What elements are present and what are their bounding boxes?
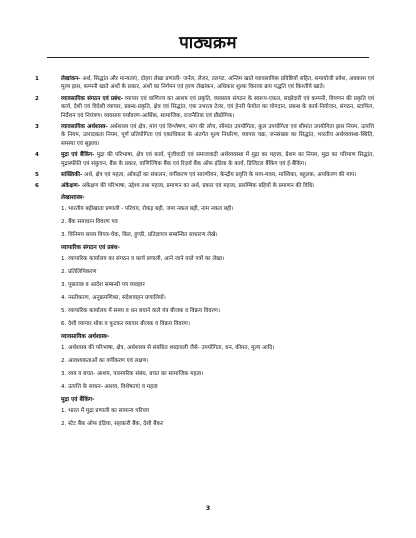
topic-item	[0, 123, 416, 148]
section-item: 3. व्यय व बचत- आशय, पारस्परिक संबंध, बचत का सामाजिक महत्व।	[61, 370, 204, 377]
page-title: पाठ्यक्रम	[179, 33, 237, 53]
section-item: 1. अर्थशास्त्र की परिभाषा, क्षेत्र, अर्थशास्त्र से संबंधित शब्दावली जैसे- उपयोगिता, धन, कीमत, मूल्य आदि।	[61, 344, 275, 351]
topic-number: 5	[35, 172, 39, 179]
topic-body	[61, 151, 374, 168]
topic-text: व्यापार एवं वाणिज्य का आशय एवं प्रकृति, व्यवसाय संगठन के स्वरूप-एकल, साझेदारी एवं कम्पनी, विपणन की प्रकृति एवं कार्य, देशी एवं विदेशी व्यापार, प्रबन्ध-प्रकृति, क्षेत्र एवं सिद्धांत, एक उभरता टेलर, एवं हेनरी फेयोल का योगदान, प्रबन्ध के कार्य-नियोजन, संगठन, स्टाफिंग, निर्देशन एवं नियंत्रण। व्यवसाय पर्यावरण-आर्थिक, सामाजिक, राजनैतिक एवं प्रौद्योगिक।	[61, 95, 375, 119]
topic-heading: सांख्यिकी-	[61, 172, 83, 179]
section-item: 2. स्टेट बैंक ऑफ इंडिया, सहकारी बैंक, देशी बैंकर	[61, 420, 164, 427]
section-item: 3. विनिमय साध्य विपत्र-चेक, बिल, हुण्डी, प्रतिज्ञापत्र सम्बन्धित साधारण लेखे।	[61, 231, 218, 238]
topic-item	[0, 171, 416, 179]
section-item: 2. बैंक समाधान विवरण पत्र	[61, 218, 118, 225]
section-heading: मुद्रा एवं बैंकिंग-	[61, 396, 95, 403]
section-heading: लेखाशास्त्र-	[61, 194, 85, 201]
syllabus-topics	[0, 75, 416, 433]
topic-text: मुद्रा की परिभाषा, क्षेत्र एवं कार्य, पूंजीवादी एवं समाजवादी अर्थव्यवस्था में मुद्रा का महत्त्व, ग्रेशम का नियम, मुद्रा का परिमाण सिद्धांत, मुद्रास्फीति एवं संकुचन, बैंक के प्रकार, वाणिज्यिक बैंक एवं रिज़र्व बैंक ऑफ इंडिया के कार्य, डिजिटल बैंकिंग एवं ई-बैंकिंग।	[61, 152, 374, 167]
section-item: 5. व्यापारिक कार्यालय में समय व धन बचाने वाले यंत्र बीजक व विक्रय विवरण।	[61, 307, 220, 314]
section-heading: व्यावसायिक अर्थशास्त्र-	[61, 333, 110, 340]
topic-number: 6	[35, 183, 39, 190]
title-underline	[47, 57, 369, 58]
section-item: 1. व्यापारिक कार्यालय का संगठन व कार्य प्रणाली, आने जाने वाले पत्रों का लेखा।	[61, 255, 225, 262]
topic-item	[0, 95, 416, 120]
topic-number: 1	[35, 76, 39, 82]
section-item: 4. नस्तीकरण, अनुक्रमणिका, संदेशवाहन प्रणालियाँ।	[61, 294, 166, 301]
topic-number: 3	[35, 124, 39, 131]
topic-item	[0, 151, 416, 168]
topic-heading: मुद्रा एवं बैंकिंग-	[61, 152, 95, 159]
section-item: 2. आवश्यकताओं का वर्गीकरण एवं लक्षण।	[61, 357, 149, 364]
topic-text: अर्थ, क्षेत्र एवं महत्व, आँकड़ों का संकलन, वर्गीकरण एवं सारणीयन, केन्द्रीय प्रवृत्ति के माप-माध्य, माध्यिका, बहुलक, अपकिरण की माप।	[82, 172, 357, 179]
topic-body	[61, 182, 374, 190]
topic-text: अर्थशास्त्र एवं क्षेत्र, मांग एवं विश्लेषण, मांग की लोच, सीमांत उपयोगिता, कुल उपयोगिता एवं सीमांत उपयोगिता ह्रास नियम, उत्पत्ति के नियम, उत्पादकता नियम, पूर्ण प्रतियोगिता एवं एकाधिकार के अंतर्गत मूल्य निर्धारण, व्यापार चक्र, जनसंख्या का सिद्धांत, भारतीय अर्थव्यवस्था-स्थिति, समस्या एवं सुझाव।	[61, 124, 375, 147]
topic-body	[61, 123, 374, 148]
section-heading: व्यापारिक संगठन एवं प्रबंध-	[61, 244, 120, 251]
topic-number: 4	[35, 152, 39, 159]
page-number: 3	[205, 504, 211, 512]
section-item: 4. उत्पत्ति के साधन- आशय, विशेषताएं व महत्व	[61, 383, 158, 390]
topic-text: अंकेक्षण की परिभाषा, उद्देश्य तथा महत्त्व, प्रमाणन का अर्थ, प्रकार एवं महत्त्व, प्रारम्भिक बहियों के प्रमाणन की विधि।	[79, 183, 315, 190]
topic-heading: अंकेक्षण-	[61, 183, 80, 190]
topic-body	[61, 75, 374, 92]
topic-body	[61, 171, 374, 179]
section-item: 2. प्रतिलिपिकरण	[61, 268, 97, 275]
section-item: 3. पूछताछ व आदेश सम्बन्धी पत्र व्यवहार	[61, 281, 145, 288]
topic-item	[0, 182, 416, 190]
topic-heading: लेखांकन-	[61, 76, 81, 82]
topic-heading: व्यावसायिक अर्थशास्त्र-	[61, 124, 108, 131]
topic-text: अर्थ, सिद्धांत और मान्यताएं, दोहरा लेखा प्रणाली- जर्नल, लेजर, तलपट, अन्तिम खाते व्यावसायिक प्रविष्टियों सहित, समायोजी प्रवेश, अवकाश एवं मूल्य ह्रास, कम्पनी खाते अंशों के प्रकार, अंशों का निर्गमन एवं हरण लेखांकन, अधिकार शुल्क किराया क्रय पद्धति एवं किश्तीये खाते।	[61, 76, 374, 91]
section-item: 6. देशी व्यापार थोक व फुटकर व्यापार बीजक व विक्रय विवरण।	[61, 320, 190, 327]
topic-number: 2	[35, 95, 39, 102]
topic-item	[0, 75, 416, 92]
topic-body	[61, 95, 374, 120]
section-item: 1. भारतीय बहीखाता प्रणाली - परिचय, रोकड़ बही, जमा नकल बही, नाम नकल बही।	[61, 205, 234, 212]
section-item: 1. भारत में मुद्रा प्रणाली का सामान्य परिचय	[61, 407, 150, 414]
topic-heading: व्यावसायिक संगठन एवं प्रबंध-	[61, 95, 124, 102]
